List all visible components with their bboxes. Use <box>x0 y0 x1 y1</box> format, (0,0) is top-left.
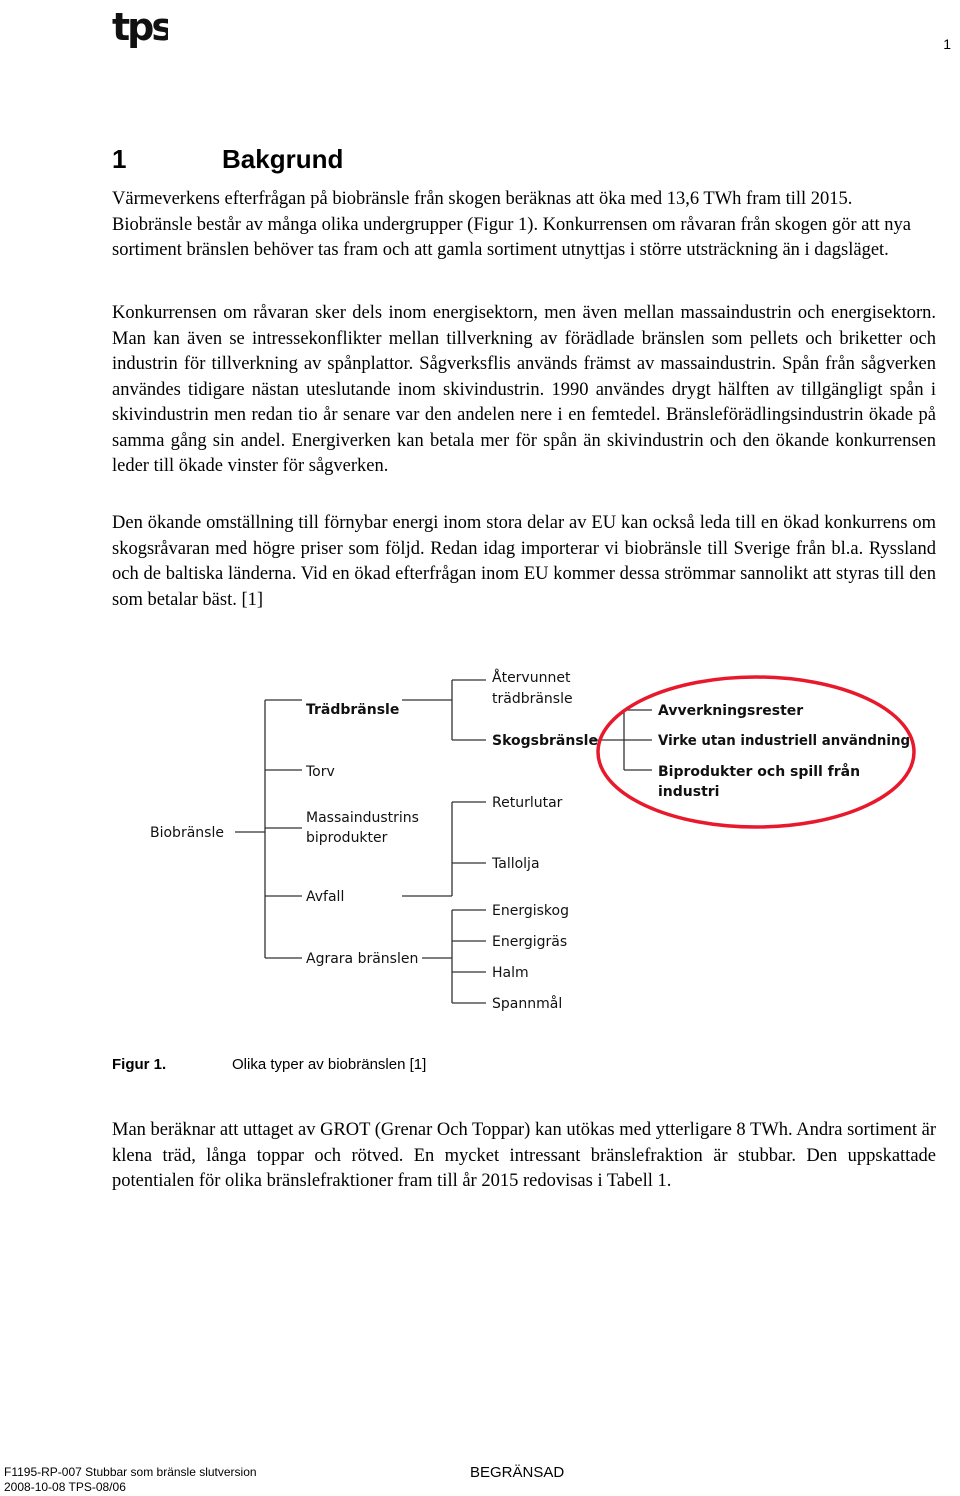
highlight-ellipse <box>598 677 914 827</box>
section-heading <box>112 144 343 175</box>
node-biprodukter-spill: Biprodukter och spill från <box>658 764 861 780</box>
logo-text: tps <box>112 5 168 49</box>
node-halm: Halm <box>492 965 529 981</box>
node-skogsbransle: Skogsbränsle <box>492 733 598 749</box>
node-avverkningsrester: Avverkningsrester <box>658 703 804 719</box>
biofuel-tree-diagram <box>140 660 920 1030</box>
node-tallolja: Tallolja <box>492 856 540 872</box>
node-energiskog: Energiskog <box>492 903 569 919</box>
footer-document-info <box>4 1465 257 1495</box>
node-agrara-branslen: Agrara bränslen <box>306 951 419 967</box>
node-avfall: Avfall <box>306 889 345 905</box>
footer-classification: BEGRÄNSAD <box>470 1464 565 1481</box>
caption-text: Olika typer av biobränslen [1] <box>232 1056 427 1073</box>
tree-connectors <box>235 680 652 1003</box>
paragraph-eu: Den ökande omställning till förnybar energi inom stora delar av EU kan också leda till en ökad konkurrens om skogsråvaran med högre priser som följd. Redan idag importerar vi biobränsle till Sverige från bl.a. Ryssland och de baltiska länderna. Vid en ökad efterfrågan inom EU kommer dessa strömmar sannolikt att styras till den som betalar bäst. [1] <box>112 513 936 610</box>
node-industri: industri <box>658 784 720 800</box>
node-virke: Virke utan industriell användning <box>658 733 910 749</box>
paragraph-grot: Man beräknar att uttaget av GROT (Grenar Och Toppar) kan utökas med ytterligare 8 TWh. Andra sortiment är klena träd, långa toppar och rötved. En mycket intressant bränslefraktion är stubbar. Den uppskattade potentialen för olika bränslefraktioner fram till år 2015 redovisas i Tabell 1. <box>112 1120 936 1191</box>
company-logo <box>112 2 168 54</box>
node-energigras: Energigräs <box>492 934 568 950</box>
paragraph-competition: Konkurrensen om råvaran sker dels inom energisektorn, men även mellan massaindustrin och energisektorn. Man kan även se intressekonflikter mellan tillverkning av förädlade bränslen som pellets och briketter och industrin för tillverkning av spånplattor. Sågverksflis används främst av massaindustrin. Spån från sågverken användes tidigare nästan uteslutande inom skivindustrin. 1990 användes drygt hälften av tillgängligt spån i skivindustrin men redan tio år senare var den andelen nere i en femtedel. Bränsleförädlingsindustrin ökade på samma gång sin andel. Energiverken kan betala mer för spån än skivindustrin och den ökande konkurrensen leder till ökade vinster för sågverken. <box>112 303 936 476</box>
footer-doc-line2: 2008-10-08 TPS-08/06 <box>4 1480 126 1494</box>
caption-label: Figur 1. <box>112 1056 167 1073</box>
node-massaindustrins: Massaindustrins <box>306 810 419 826</box>
page-number: 1 <box>943 36 951 52</box>
node-tradbransle-sub: trädbränsle <box>492 691 573 707</box>
node-atervunnet: Återvunnet <box>492 670 571 686</box>
paragraph-intro: Värmeverkens efterfrågan på biobränsle från skogen beräknas att öka med 13,6 TWh fram till 2015. Biobränsle består av många olika undergrupper (Figur 1). Konkurrensen om råvaran från skogen gör att nya sortiment bränslen behöver tas fram och att gamla sortiment utnyttjas i större utsträckning än i dagsläget. <box>112 189 912 260</box>
footer-doc-line1: F1195-RP-007 Stubbar som bränsle slutversion <box>4 1465 257 1479</box>
node-biprodukter: biprodukter <box>306 830 388 846</box>
node-biobransle: Biobränsle <box>150 825 224 841</box>
node-tradbransle: Trädbränsle <box>306 702 400 718</box>
node-returlutar: Returlutar <box>492 795 563 811</box>
section-title: Bakgrund <box>222 144 344 174</box>
section-number: 1 <box>112 144 127 174</box>
node-torv: Torv <box>306 764 335 780</box>
node-spannmal: Spannmål <box>492 996 563 1012</box>
